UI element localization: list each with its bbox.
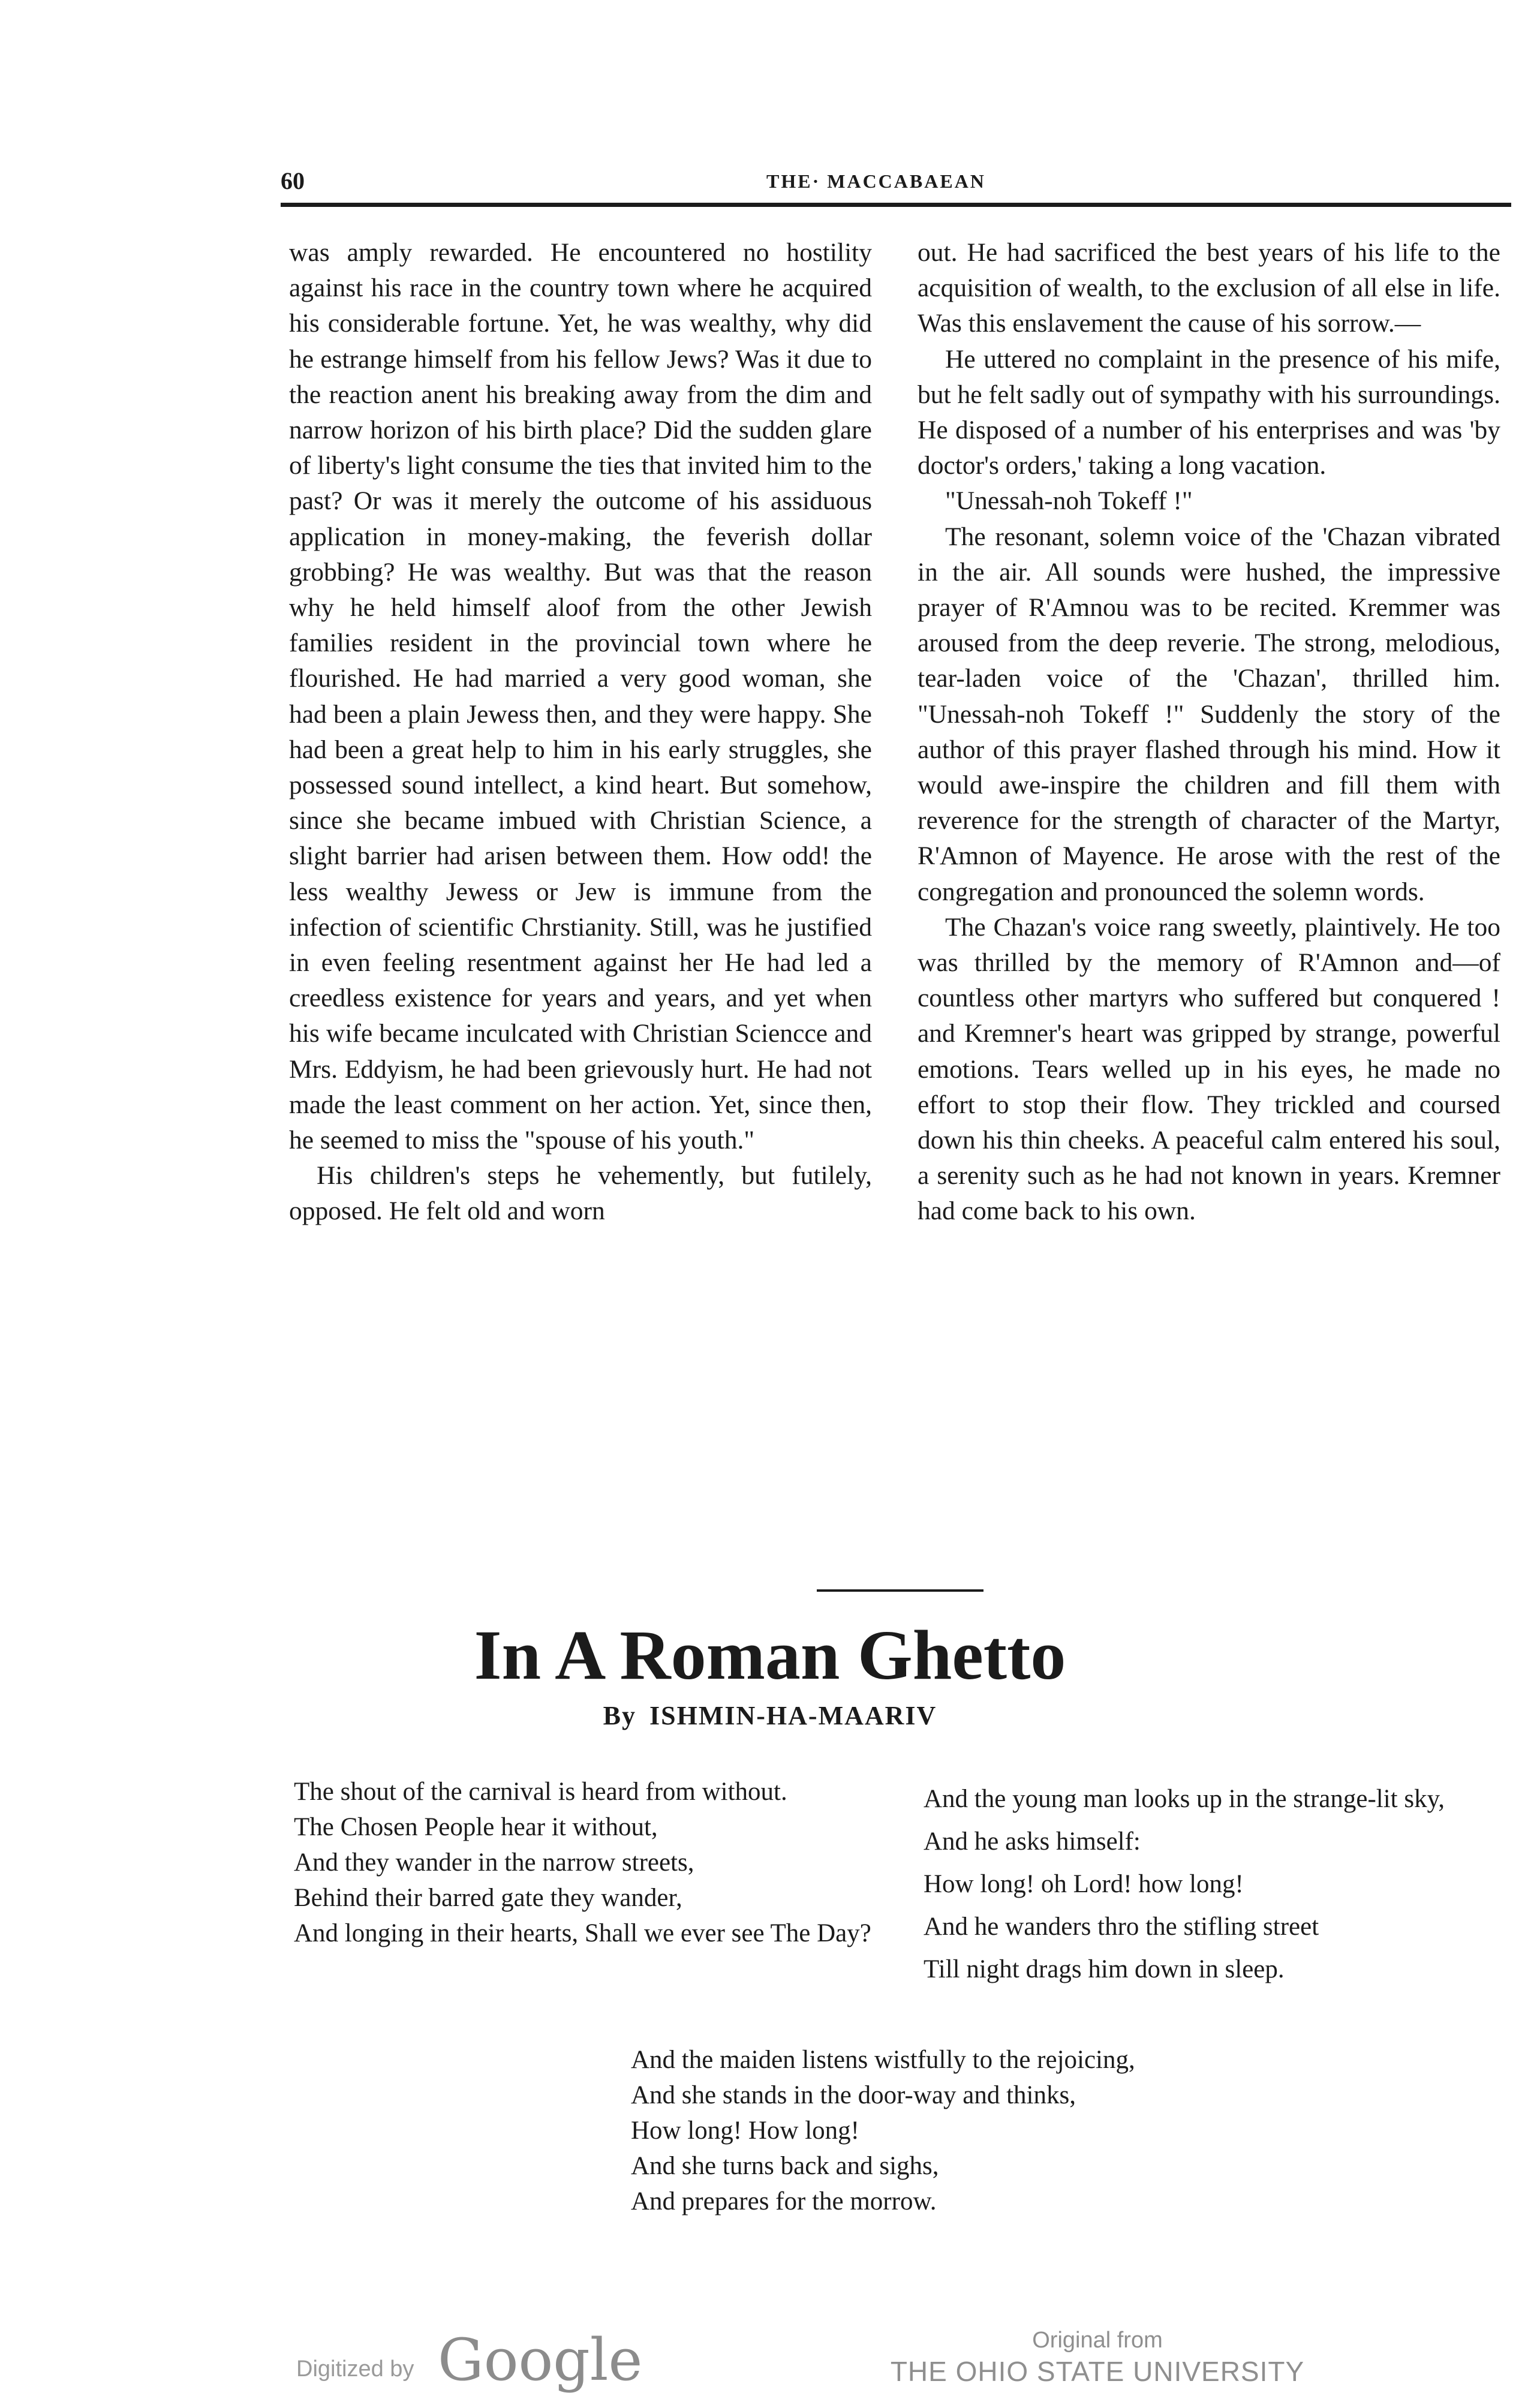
poem-line: And he wanders thro the stifling street: [924, 1913, 1319, 1941]
poem-line: Behind their barred gate they wander,: [294, 1884, 682, 1912]
poem-line: And longing in their hearts, Shall we ever see The Day?: [294, 1919, 871, 1947]
article-paragraph: "Unessah-noh Tokeff !": [945, 486, 1193, 516]
article-paragraph: The Chazan's voice rang sweetly, plaintively. He too was thrilled by the memory of R'Amnon and—of countless other martyrs who suffered but conquered ! and Kremner's heart was gripped by strange, powerful emotions. Tears welled up in his eyes, he made no effort to stop their flow. They trickled and coursed down his thin cheeks. A peaceful calm entered his soul, a serenity such as he had not known in years. Kremner had come back to his own.: [918, 912, 1500, 1226]
stanza-right: [924, 1781, 1523, 1994]
poem-line: The Chosen People hear it without,: [294, 1813, 658, 1841]
poem-line: And the young man looks up in the strange-lit sky,: [924, 1785, 1445, 1813]
poem-line: Till night drags him down in sleep.: [924, 1955, 1285, 1983]
article-paragraph: was amply rewarded. He encountered no hostility against his race in the country town where he acquired his considerable fortune. Yet, he was wealthy, why did he estrange himself from his fellow Jews? Was it due to the reaction anent his breaking away from the dim and narrow horizon of his birth place? Did the sudden glare of liberty's light consume the ties that invited him to the past? Or was it merely the outcome of his assiduous application in money-making, the feverish dollar grobbing? He was wealthy. But was that the reason why he held himself aloof from the other Jewish families resident in the provincial town where he flourished. He had married a very good woman, she had been a plain Jewess then, and they were happy. She had been a great help to him in his early struggles, she possessed sound intellect, a kind heart. But somehow, since she became imbued with Christian Science, a slight barrier had arisen between them. How odd! the less wealthy Jewess or Jew is immune from the infection of scientific Chrstianity. Still, was he justified in even feeling resentment against her He had led a creedless existence for years and years, and yet when his wife became inculcated with Christian Sciencce and Mrs. Eddyism, he had been grievously hurt. He had not made the least comment on her action. Yet, since then, he seemed to miss the "spouse of his youth.": [289, 238, 872, 1155]
poem-line: How long! How long!: [631, 2117, 859, 2145]
source-watermark: [888, 2326, 1307, 2388]
section-divider: [817, 1589, 983, 1592]
stanza-center: [631, 2042, 1291, 2219]
university-label: THE OHIO STATE UNIVERSITY: [890, 2356, 1305, 2387]
article-right-column: [918, 235, 1500, 1229]
poem-line: And prepares for the morrow.: [631, 2187, 937, 2215]
poem-line: How long! oh Lord! how long!: [924, 1870, 1244, 1898]
journal-title: THE· MACCABAEAN: [766, 170, 986, 192]
poem-author: ISHMIN-HA-MAARIV: [649, 1701, 937, 1730]
poem-line: The shout of the carnival is heard from without.: [294, 1778, 787, 1806]
page-number: 60: [281, 167, 305, 194]
poem-line: And he asks himself:: [924, 1827, 1141, 1856]
article-left-column: [289, 235, 872, 1229]
poem-line: And she stands in the door-way and thinks,: [631, 2081, 1076, 2109]
digitized-by-label: Digitized by: [296, 2356, 414, 2382]
article-paragraph: The resonant, solemn voice of the 'Chazan vibrated in the air. All sounds were hushed, the impressive prayer of R'Amnou was to be recited. Kremmer was aroused from the deep reverie. The strong, melodious, tear-laden voice of the 'Chazan', thrilled him. "Unessah-noh Tokeff !" Suddenly the story of the author of this prayer flashed through his mind. How it would awe-inspire the children and fill them with reverence for the strength of character of the Martyr, R'Amnon of Mayence. He arose with the rest of the congregation and pronounced the solemn words.: [918, 522, 1500, 906]
header-rule: [281, 203, 1511, 207]
stanza-left: [294, 1774, 888, 1951]
poem-title: In A Roman Ghetto: [474, 1616, 1066, 1694]
poem-line: And she turns back and sighs,: [631, 2152, 939, 2180]
original-from-label: Original from: [1032, 2328, 1163, 2353]
google-logo: Google: [438, 2326, 643, 2394]
poem-byline: [0, 1700, 1540, 1731]
byline-by: By: [603, 1701, 637, 1730]
article-paragraph: He uttered no complaint in the presence of his mife, but he felt sadly out of sympathy with his surroundings. He disposed of a number of his enterprises and was 'by doctor's orders,' taking a long vacation.: [918, 344, 1500, 480]
poem-line: And the maiden listens wistfully to the rejoicing,: [631, 2046, 1135, 2074]
running-head: [281, 167, 1511, 203]
poem-line: And they wander in the narrow streets,: [294, 1848, 694, 1877]
article-paragraph: His children's steps he vehemently, but futilely, opposed. He felt old and worn: [289, 1161, 872, 1226]
article-paragraph: out. He had sacrificed the best years of his life to the acquisition of wealth, to the exclusion of all else in life. Was this enslavement the cause of his sorrow.—: [918, 238, 1500, 338]
